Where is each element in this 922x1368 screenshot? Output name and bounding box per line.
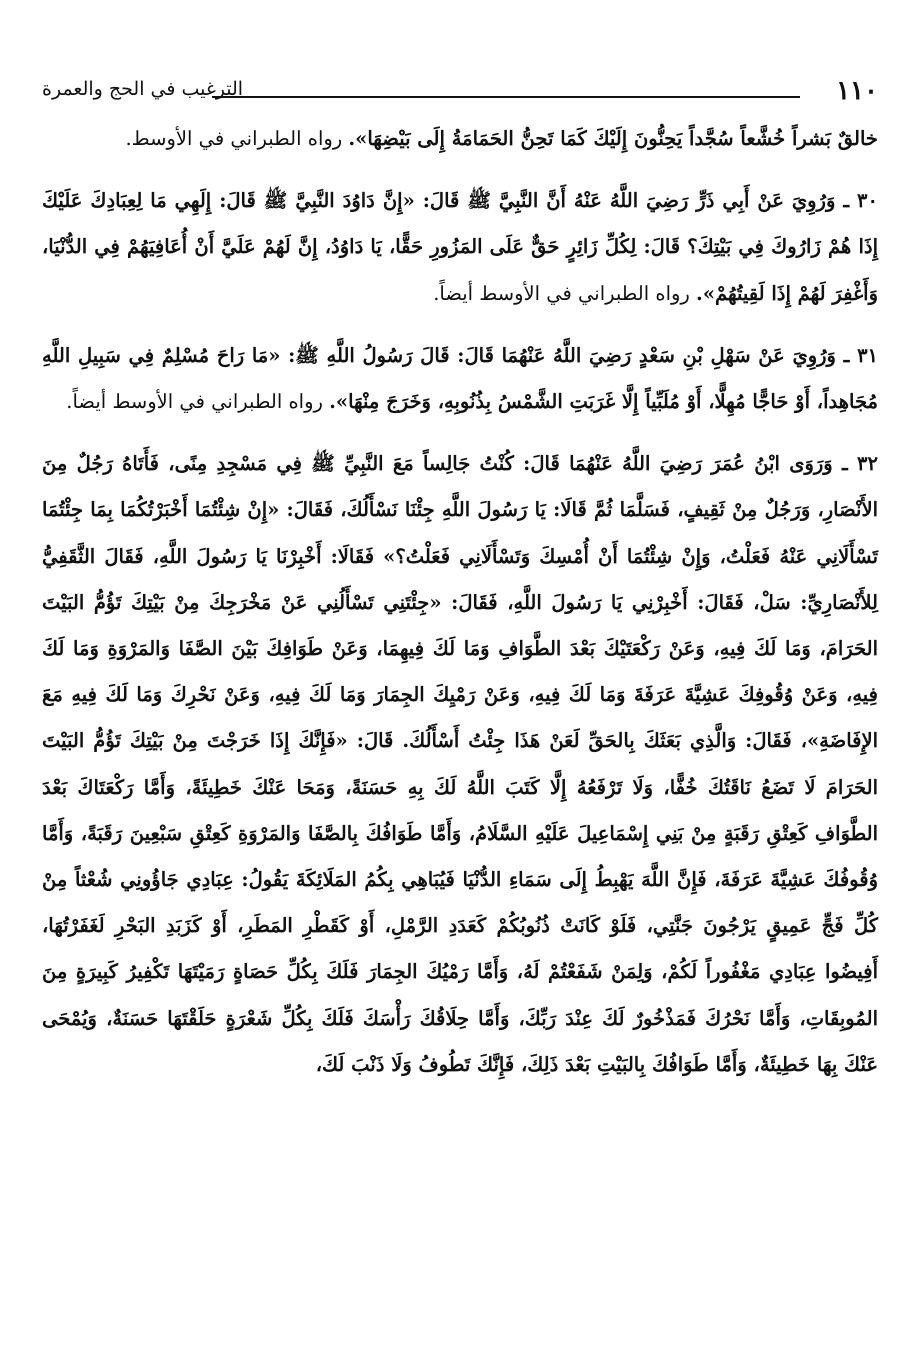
hadith-source: رواه الطبراني في الأوسط أيضاً. — [66, 390, 330, 414]
page-body — [42, 116, 878, 1088]
hadith-intro: وَرُوِيَ عَنْ سَهْلِ بْنِ سَعْدٍ رَضِيَ اللَّهُ عَنْهُمَا قَالَ: قَالَ رَسُولُ اللَّهِ ﷺ: — [280, 343, 836, 367]
hadith-text: كُنْتُ جَالِساً مَعَ النَّبِيِّ ﷺ فِي مَسْجِدِ مِنًى، فَأَتَاهُ رَجُلٌ مِنَ الأَنْصَارِ، وَرَجُلٌ مِنْ ثَقِيفٍ، فَسَلَّمَا ثُمَّ قَالَا: يَا رَسُولَ اللَّهِ جِئْنَا نَسْأَلُكَ، فَقَالَ: «إِنْ شِئْتُمَا أَخْبَرْتُكُمَا بِمَا جِئْتُمَا تَسْأَلَانِي عَنْهُ فَعَلْتُ، وَإِنْ شِئْتُمَا أَنْ أُمْسِكَ وَتَسْأَلَانِي فَعَلْتُ؟» فَقَالَا: أَخْبِرْنَا يَا رَسُولَ اللَّهِ، فَقَالَ الثَّقَفِيُّ لِلأَنْصَارِيِّ: سَلْ، فَقَالَ: أَخْبِرْنِي يَا رَسُولَ اللَّهِ، فَقَالَ: «جِئْتَنِي تَسْأَلُنِي عَنْ مَخْرَجِكَ مِنْ بَيْتِكَ تَؤُمُّ البَيْتَ الحَرَامَ، وَمَا لَكَ فِيهِ، وَعَنْ رَكْعَتَيْكَ بَعْدَ الطَّوَافِ وَمَا لَكَ فِيهِمَا، وَعَنْ طَوَافِكَ بَيْنَ الصَّفَا وَالمَرْوَةِ وَمَا لَكَ فِيهِ، وَعَنْ وُقُوفِكَ عَشِيَّةَ عَرَفَةَ وَمَا لَكَ فِيهِ، وَعَنْ رَمْيِكَ الجِمَارَ وَمَا لَكَ فِيهِ، وَعَنْ نَحْرِكَ وَمَا لَكَ فِيهِ مَعَ الإِفَاضَةِ»، فَقَالَ: وَالَّذِي بَعَثَكَ بِالحَقِّ لَعَنْ هَذَا جِئْتُ أَسْأَلُكَ. قَالَ: «فَإِنَّكَ إِذَا خَرَجْتَ مِنْ بَيْتِكَ تَؤُمُّ البَيْتَ الحَرَامَ لَا تَضَعُ نَاقَتُكَ خُفًّا، وَلَا تَرْفَعُهُ إِلَّا كَتَبَ اللَّهُ لَكَ بِهِ حَسَنَةً، وَمَحَا عَنْكَ خَطِيئَةً، وَأَمَّا رَكْعَتَاكَ بَعْدَ الطَّوَافِ كَعِتْقِ رَقَبَةٍ مِنْ بَنِي إِسْمَاعِيلَ عَلَيْهِ السَّلَامُ، وَأَمَّا طَوَافُكَ بِالصَّفَا وَالمَرْوَةِ كَعِتْقِ سَبْعِينَ رَقَبَةً، وَأَمَّا وُقُوفُكَ عَشِيَّةَ عَرَفَةَ، فَإِنَّ اللَّهَ يَهْبِطُ إِلَى سَمَاءِ الدُّنْيَا فَيُبَاهِي بِكُمُ المَلَائِكَةَ يَقُولُ: عِبَادِي جَاؤُونِي شُعْثاً مِنْ كُلِّ فَجٍّ عَمِيقٍ يَرْجُونَ جَنَّتِي، فَلَوْ كَانَتْ ذُنُوبُكُمْ كَعَدَدِ الرَّمْلِ، أَوْ كَقَطْرِ المَطَرِ، أَوْ كَزَبَدِ البَحْرِ لَغَفَرْتُهَا، أَفِيضُوا عِبَادِي مَغْفُوراً لَكُمْ، وَلِمَنْ شَفَعْتُمْ لَهُ، وَأَمَّا رَمْيُكَ الجِمَارَ فَلَكَ بِكُلِّ حَصَاةٍ رَمَيْتَهَا تَكْفِيرُ كَبِيرَةٍ مِنَ المُوبِقَاتِ، وَأَمَّا نَحْرُكَ فَمَذْخُورٌ لَكَ عِنْدَ رَبِّكَ، وَأَمَّا حِلَاقُكَ رَأْسَكَ فَلَكَ بِكُلِّ شَعْرَةٍ حَلَقْتَهَا حَسَنَةٌ، وَيُمْحَى عَنْكَ بِهَا خَطِيئَةٌ، وَأَمَّا طَوَافُكَ بِالبَيْتِ بَعْدَ ذَلِكَ، فَإِنَّكَ تَطُوفُ وَلَا ذَنْبَ لَكَ، — [42, 452, 878, 1076]
hadith-source: رواه الطبراني في الأوسط أيضاً. — [433, 281, 697, 305]
hadith-source: رواه الطبراني في الأوسط. — [125, 127, 349, 150]
paragraph-continuation — [42, 116, 878, 162]
hadith-number: ٣٠ ـ — [835, 189, 878, 213]
hadith-text: «مَا رَاحَ مُسْلِمٌ فِي سَبِيلِ اللَّهِ مُجَاهِداً، أَوْ حَاجًّا مُهِلًّا، أَوْ مُلَبِّياً إِلَّا غَرَبَتِ الشَّمْسُ بِذُنُوبِهِ، وَخَرَجَ مِنْهَا». — [42, 343, 878, 414]
hadith-text: «إِنَّ دَاوُدَ النَّبِيَّ ﷺ قَالَ: إِلَهِي مَا لِعِبَادِكَ عَلَيْكَ إِذَا هُمْ زَارُوكَ فِي بَيْتِكَ؟ قَالَ: لِكُلِّ زَائِرٍ حَقٌّ عَلَى المَزُورِ حَقًّا، يَا دَاوُدُ، إِنَّ لَهُمْ عَلَيَّ أَنْ أُعَافِيَهُمْ فِي الدُّنْيَا، وَأَغْفِرَ لَهُمْ إِذَا لَقِيتُهُمْ». — [42, 189, 878, 305]
header-rule — [212, 96, 800, 98]
page-header — [42, 72, 878, 112]
hadith-number: ٣٢ ـ — [832, 452, 878, 476]
hadith-number: ٣١ ـ — [835, 343, 879, 367]
hadith-32 — [42, 441, 878, 1088]
page-number: ١١٠ — [836, 76, 878, 106]
running-title: الترغيب في الحج والعمرة — [42, 78, 244, 100]
hadith-intro: وَرَوَى ابْنُ عُمَرَ رَضِيَ اللَّهُ عَنْهُمَا قَالَ: — [513, 452, 833, 476]
hadith-intro: وَرُوِيَ عَنْ أَبِي ذَرٍّ رَضِيَ اللَّهُ عَنْهُ أَنَّ النَّبِيَّ ﷺ قَالَ: — [414, 189, 836, 213]
hadith-31 — [42, 333, 878, 425]
hadith-text: خالقٌ بَشراً خُشَّعاً سُجَّداً يَحِنُّونَ إِلَيْكَ كَمَا تَحِنُّ الحَمَامَةُ إِلَى بَيْضِهَا». — [348, 127, 878, 150]
hadith-30 — [42, 178, 878, 317]
